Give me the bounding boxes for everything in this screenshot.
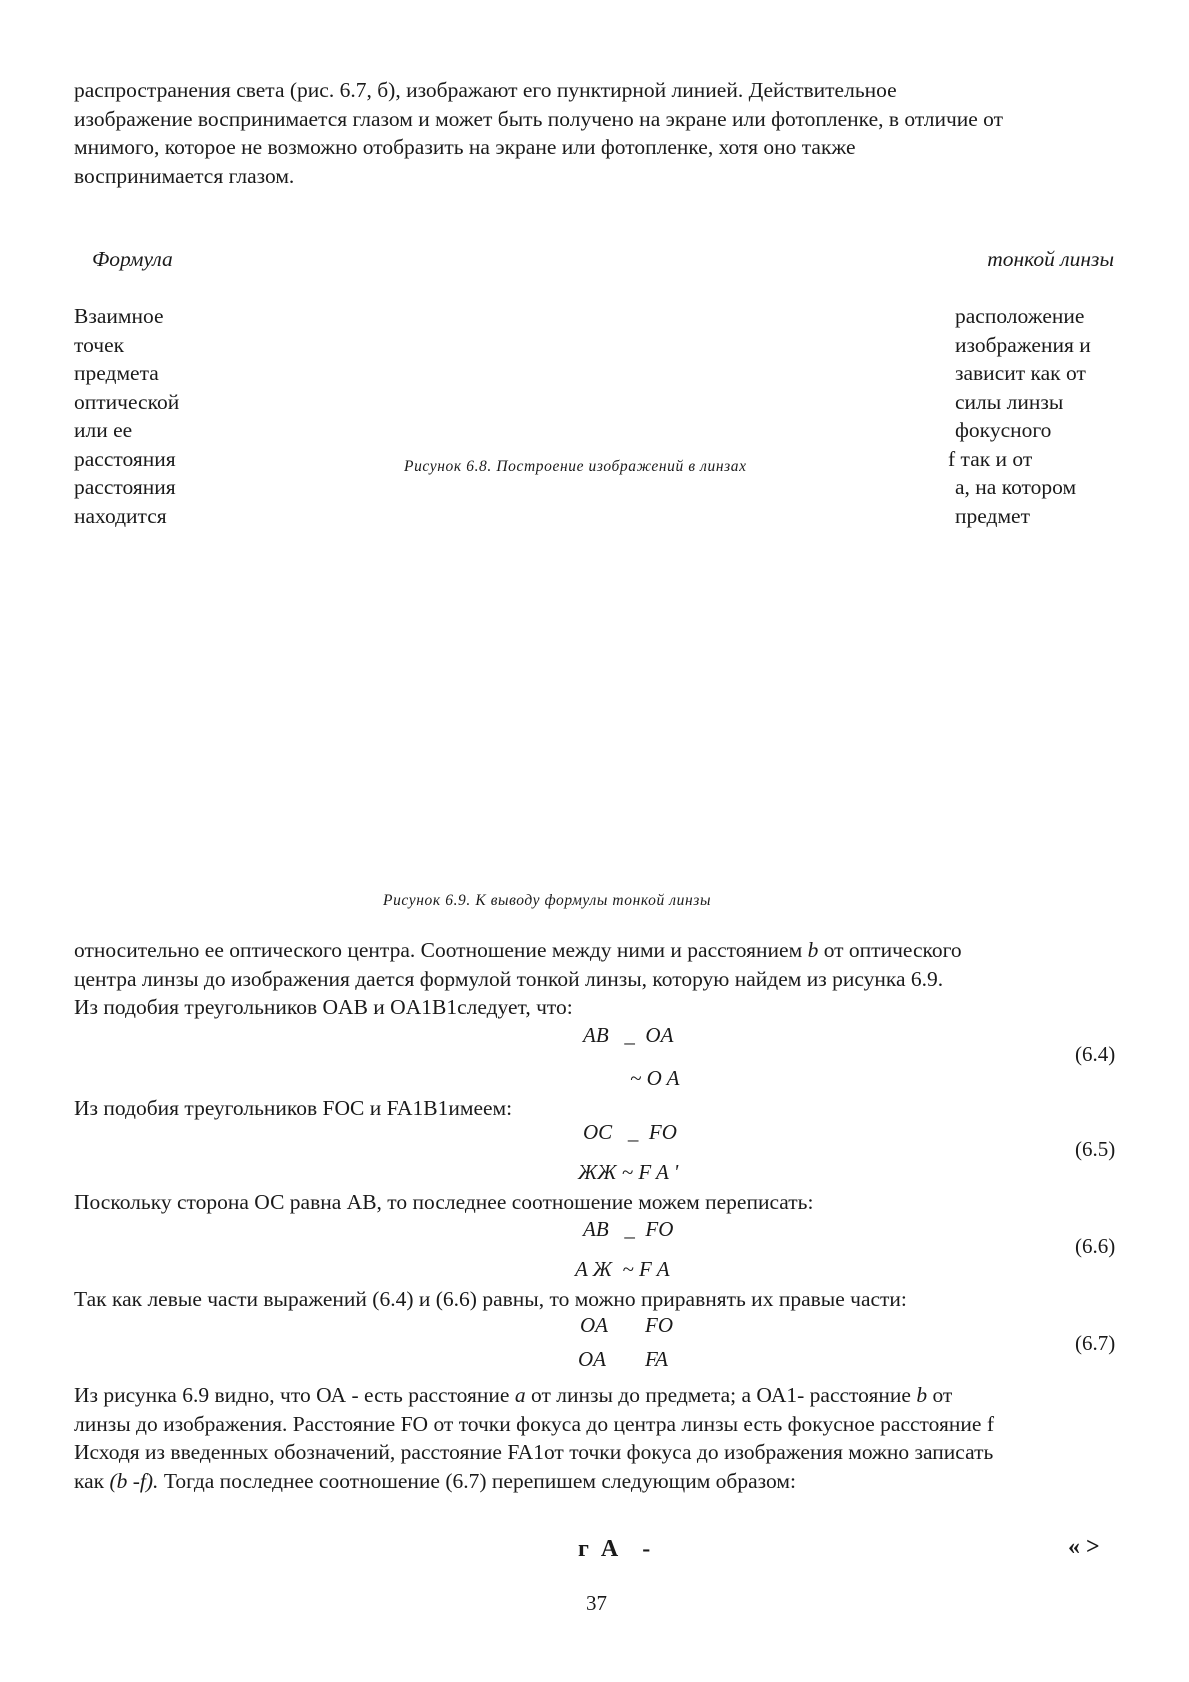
column-line: находится [74,503,167,528]
column-line: предмет [955,503,1030,528]
text-line: центра линзы до изображения дается формулой тонкой линзы, которую найдем из рисунка 6.9. [74,966,944,991]
column-line: точек [74,332,125,357]
intro-paragraph [74,76,1003,190]
column-line: фокусного [955,418,1052,442]
variable-b: b [807,938,819,962]
figure-6-9-caption: Рисунок 6.9. К выводу формулы тонкой линзы [383,892,712,909]
equation-6-7-top-right: FO [645,1313,673,1337]
text-line: относительно ее оптического центра. Соотношение между ними и расстоянием b от оптического [74,938,962,962]
column-line: зависит как от [955,361,1086,385]
right-text-column [948,302,1091,530]
text-line: линзы до изображения. Расстояние FO от точки фокуса до центра линзы есть фокусное расстояние f [74,1411,994,1436]
equation-6-7-bottom-left: OA [578,1347,606,1371]
text-line: Из подобия треугольников OAB и OA1B1следует, что: [74,995,573,1019]
column-line: предмета [74,361,159,385]
equation-6-6-number: (6.6) [1075,1234,1116,1258]
equation-6-7-top-left: OA [580,1313,608,1337]
final-equation: г А - [578,1536,651,1562]
equation-6-7-bottom-right: FA [645,1347,668,1371]
text-line: воспринимается глазом. [74,163,295,188]
heading-right: тонкой линзы [987,247,1114,271]
equation-6-6-top: AB _ FO [583,1217,674,1241]
column-line: f так и от [948,446,1033,471]
text-line: как (b -f). Тогда последнее соотношение (6.7) перепишем следующим образом: [74,1468,796,1493]
heading-left: Формула [92,247,173,271]
column-line: оптической [74,389,180,414]
equation-6-6-bottom: A Ж ~ F A [575,1257,670,1281]
equation-6-7-number: (6.7) [1075,1331,1116,1355]
equation-6-5-bottom: ЖЖ ~ F A ' [578,1160,679,1184]
equation-6-4-bottom: ~ O A [630,1066,680,1090]
page-number: 37 [586,1591,607,1615]
equation-6-5-number: (6.5) [1075,1137,1116,1161]
column-line: расположение [955,304,1085,328]
equation-6-5-top: OC _ FO [583,1120,677,1144]
column-line: изображения и [955,332,1091,357]
figure-6-8-caption: Рисунок 6.8. Построение изображений в линзах [404,458,747,475]
text-left-parts: Так как левые части выражений (6.4) и (6.6) равны, то можно приравнять их правые части: [74,1287,907,1311]
column-line: или ее [74,418,133,442]
text-line: Из рисунка 6.9 видно, что ОА - есть расстояние a от линзы до предмета; а ОА1- расстояние b от [74,1383,953,1407]
expression-b-minus-f: (b -f). [109,1468,159,1493]
text-foc: Из подобия треугольников FOC и FA1B1имеем: [74,1096,513,1120]
text-oc: Поскольку сторона ОС равна АВ, то последнее соотношение можем переписать: [74,1190,814,1214]
variable-b: b [916,1383,928,1407]
paragraph-2 [74,936,962,1022]
text-line: мнимого, которое не возможно отобразить на экране или фотопленке, хотя оно также [74,135,856,159]
column-line: Взаимное [74,304,164,328]
left-text-column [74,302,179,530]
column-line: силы линзы [955,389,1064,414]
variable-a: a [514,1383,526,1407]
text-line: распространения света (рис. 6.7, б), изображают его пунктирной линией. Действительное [74,78,897,102]
column-line: расстояния [74,446,176,471]
paragraph-3 [74,1381,994,1495]
column-line: расстояния [74,475,176,499]
text-line: Исходя из введенных обозначений, расстояние FA1от точки фокуса до изображения можно записать [74,1440,994,1464]
final-equation-number: « > [1068,1534,1100,1560]
equation-6-4-number: (6.4) [1075,1042,1116,1066]
column-line: а, на котором [955,475,1077,499]
equation-6-4-top: AB _ OA [583,1023,674,1047]
text-line: изображение воспринимается глазом и может быть получено на экране или фотопленке, в отличие от [74,106,1004,131]
